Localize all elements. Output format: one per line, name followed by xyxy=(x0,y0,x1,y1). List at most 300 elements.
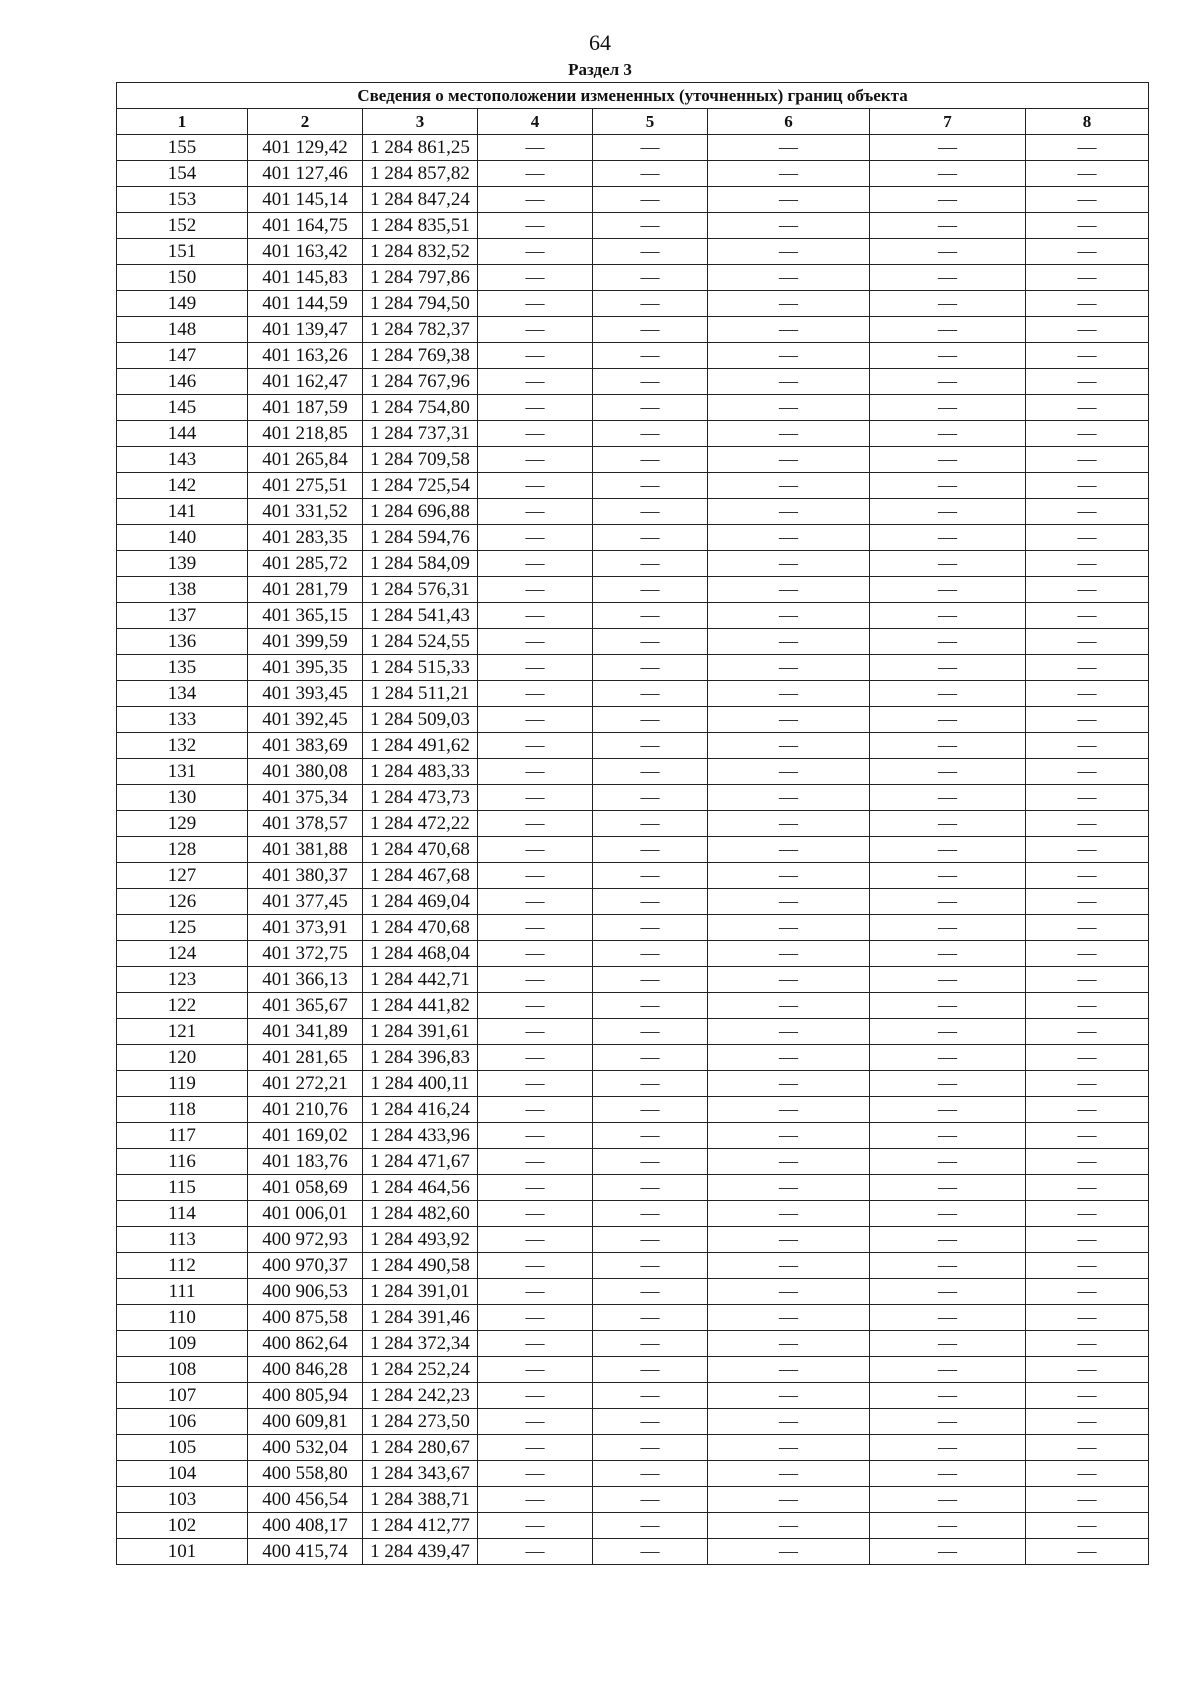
y-coordinate-cell: 1 284 769,38 xyxy=(363,343,478,369)
x-coordinate-cell: 400 408,17 xyxy=(248,1513,363,1539)
dash-cell: — xyxy=(593,343,708,369)
dash-cell: — xyxy=(1026,603,1149,629)
dash-cell: — xyxy=(593,395,708,421)
x-coordinate-cell: 401 163,26 xyxy=(248,343,363,369)
point-number-cell: 129 xyxy=(117,811,248,837)
dash-cell: — xyxy=(870,1539,1026,1565)
x-coordinate-cell: 401 283,35 xyxy=(248,525,363,551)
y-coordinate-cell: 1 284 493,92 xyxy=(363,1227,478,1253)
dash-cell: — xyxy=(1026,1279,1149,1305)
y-coordinate-cell: 1 284 469,04 xyxy=(363,889,478,915)
x-coordinate-cell: 400 906,53 xyxy=(248,1279,363,1305)
table-row xyxy=(117,681,1149,707)
dash-cell: — xyxy=(708,265,870,291)
dash-cell: — xyxy=(1026,1045,1149,1071)
table-body xyxy=(117,135,1149,1565)
dash-cell: — xyxy=(478,603,593,629)
y-coordinate-cell: 1 284 470,68 xyxy=(363,915,478,941)
table-row xyxy=(117,499,1149,525)
dash-cell: — xyxy=(870,551,1026,577)
dash-cell: — xyxy=(1026,1175,1149,1201)
dash-cell: — xyxy=(1026,421,1149,447)
table-row xyxy=(117,187,1149,213)
dash-cell: — xyxy=(593,733,708,759)
table-row xyxy=(117,1331,1149,1357)
dash-cell: — xyxy=(870,135,1026,161)
dash-cell: — xyxy=(870,863,1026,889)
dash-cell: — xyxy=(1026,733,1149,759)
table-row xyxy=(117,343,1149,369)
dash-cell: — xyxy=(478,915,593,941)
dash-cell: — xyxy=(478,967,593,993)
y-coordinate-cell: 1 284 473,73 xyxy=(363,785,478,811)
dash-cell: — xyxy=(478,707,593,733)
y-coordinate-cell: 1 284 725,54 xyxy=(363,473,478,499)
table-row xyxy=(117,1149,1149,1175)
dash-cell: — xyxy=(870,1227,1026,1253)
dash-cell: — xyxy=(1026,447,1149,473)
dash-cell: — xyxy=(708,1487,870,1513)
dash-cell: — xyxy=(478,1045,593,1071)
dash-cell: — xyxy=(478,421,593,447)
column-header: 1 xyxy=(117,109,248,135)
dash-cell: — xyxy=(593,473,708,499)
table-row xyxy=(117,551,1149,577)
y-coordinate-cell: 1 284 273,50 xyxy=(363,1409,478,1435)
dash-cell: — xyxy=(708,603,870,629)
dash-cell: — xyxy=(478,135,593,161)
dash-cell: — xyxy=(708,1305,870,1331)
dash-cell: — xyxy=(708,239,870,265)
x-coordinate-cell: 401 341,89 xyxy=(248,1019,363,1045)
point-number-cell: 126 xyxy=(117,889,248,915)
dash-cell: — xyxy=(870,1435,1026,1461)
y-coordinate-cell: 1 284 490,58 xyxy=(363,1253,478,1279)
dash-cell: — xyxy=(870,967,1026,993)
x-coordinate-cell: 401 380,37 xyxy=(248,863,363,889)
y-coordinate-cell: 1 284 467,68 xyxy=(363,863,478,889)
dash-cell: — xyxy=(478,1435,593,1461)
dash-cell: — xyxy=(478,1461,593,1487)
y-coordinate-cell: 1 284 696,88 xyxy=(363,499,478,525)
dash-cell: — xyxy=(593,811,708,837)
dash-cell: — xyxy=(478,1227,593,1253)
point-number-cell: 131 xyxy=(117,759,248,785)
dash-cell: — xyxy=(1026,1019,1149,1045)
y-coordinate-cell: 1 284 509,03 xyxy=(363,707,478,733)
dash-cell: — xyxy=(1026,707,1149,733)
x-coordinate-cell: 400 532,04 xyxy=(248,1435,363,1461)
x-coordinate-cell: 401 375,34 xyxy=(248,785,363,811)
table-row xyxy=(117,473,1149,499)
point-number-cell: 122 xyxy=(117,993,248,1019)
y-coordinate-cell: 1 284 847,24 xyxy=(363,187,478,213)
dash-cell: — xyxy=(870,1045,1026,1071)
table-row xyxy=(117,863,1149,889)
dash-cell: — xyxy=(1026,629,1149,655)
y-coordinate-cell: 1 284 709,58 xyxy=(363,447,478,473)
x-coordinate-cell: 401 395,35 xyxy=(248,655,363,681)
dash-cell: — xyxy=(708,1409,870,1435)
dash-cell: — xyxy=(478,1175,593,1201)
dash-cell: — xyxy=(1026,473,1149,499)
dash-cell: — xyxy=(708,161,870,187)
dash-cell: — xyxy=(593,577,708,603)
table-row xyxy=(117,707,1149,733)
dash-cell: — xyxy=(1026,785,1149,811)
dash-cell: — xyxy=(1026,525,1149,551)
point-number-cell: 119 xyxy=(117,1071,248,1097)
y-coordinate-cell: 1 284 482,60 xyxy=(363,1201,478,1227)
dash-cell: — xyxy=(870,369,1026,395)
point-number-cell: 152 xyxy=(117,213,248,239)
x-coordinate-cell: 401 210,76 xyxy=(248,1097,363,1123)
dash-cell: — xyxy=(478,837,593,863)
point-number-cell: 105 xyxy=(117,1435,248,1461)
dash-cell: — xyxy=(870,811,1026,837)
point-number-cell: 134 xyxy=(117,681,248,707)
y-coordinate-cell: 1 284 782,37 xyxy=(363,317,478,343)
dash-cell: — xyxy=(1026,889,1149,915)
dash-cell: — xyxy=(1026,499,1149,525)
y-coordinate-cell: 1 284 396,83 xyxy=(363,1045,478,1071)
dash-cell: — xyxy=(478,1409,593,1435)
table-row xyxy=(117,1045,1149,1071)
dash-cell: — xyxy=(593,889,708,915)
table-row xyxy=(117,1279,1149,1305)
point-number-cell: 130 xyxy=(117,785,248,811)
x-coordinate-cell: 401 169,02 xyxy=(248,1123,363,1149)
dash-cell: — xyxy=(478,993,593,1019)
dash-cell: — xyxy=(708,1019,870,1045)
point-number-cell: 117 xyxy=(117,1123,248,1149)
x-coordinate-cell: 401 006,01 xyxy=(248,1201,363,1227)
dash-cell: — xyxy=(593,1487,708,1513)
point-number-cell: 118 xyxy=(117,1097,248,1123)
x-coordinate-cell: 401 187,59 xyxy=(248,395,363,421)
dash-cell: — xyxy=(478,1331,593,1357)
dash-cell: — xyxy=(870,525,1026,551)
x-coordinate-cell: 401 378,57 xyxy=(248,811,363,837)
dash-cell: — xyxy=(1026,317,1149,343)
dash-cell: — xyxy=(1026,863,1149,889)
dash-cell: — xyxy=(870,681,1026,707)
table-row xyxy=(117,369,1149,395)
dash-cell: — xyxy=(1026,811,1149,837)
point-number-cell: 103 xyxy=(117,1487,248,1513)
dash-cell: — xyxy=(870,993,1026,1019)
x-coordinate-cell: 401 285,72 xyxy=(248,551,363,577)
dash-cell: — xyxy=(870,707,1026,733)
dash-cell: — xyxy=(478,1097,593,1123)
dash-cell: — xyxy=(1026,1123,1149,1149)
dash-cell: — xyxy=(593,1201,708,1227)
dash-cell: — xyxy=(1026,239,1149,265)
dash-cell: — xyxy=(1026,343,1149,369)
x-coordinate-cell: 400 609,81 xyxy=(248,1409,363,1435)
x-coordinate-cell: 400 805,94 xyxy=(248,1383,363,1409)
point-number-cell: 149 xyxy=(117,291,248,317)
table-row xyxy=(117,759,1149,785)
y-coordinate-cell: 1 284 372,34 xyxy=(363,1331,478,1357)
dash-cell: — xyxy=(1026,1071,1149,1097)
table-row xyxy=(117,1071,1149,1097)
dash-cell: — xyxy=(870,343,1026,369)
page-number: 64 xyxy=(589,30,611,55)
dash-cell: — xyxy=(593,1279,708,1305)
table-row xyxy=(117,265,1149,291)
dash-cell: — xyxy=(1026,291,1149,317)
dash-cell: — xyxy=(478,1513,593,1539)
dash-cell: — xyxy=(1026,1149,1149,1175)
dash-cell: — xyxy=(1026,1539,1149,1565)
point-number-cell: 113 xyxy=(117,1227,248,1253)
dash-cell: — xyxy=(478,317,593,343)
dash-cell: — xyxy=(708,1357,870,1383)
dash-cell: — xyxy=(593,187,708,213)
dash-cell: — xyxy=(593,265,708,291)
x-coordinate-cell: 401 275,51 xyxy=(248,473,363,499)
dash-cell: — xyxy=(478,395,593,421)
x-coordinate-cell: 401 365,15 xyxy=(248,603,363,629)
dash-cell: — xyxy=(708,1149,870,1175)
dash-cell: — xyxy=(593,1123,708,1149)
point-number-cell: 153 xyxy=(117,187,248,213)
point-number-cell: 102 xyxy=(117,1513,248,1539)
x-coordinate-cell: 401 365,67 xyxy=(248,993,363,1019)
x-coordinate-cell: 401 377,45 xyxy=(248,889,363,915)
dash-cell: — xyxy=(870,473,1026,499)
point-number-cell: 155 xyxy=(117,135,248,161)
dash-cell: — xyxy=(593,759,708,785)
table-row xyxy=(117,1019,1149,1045)
dash-cell: — xyxy=(870,1279,1026,1305)
dash-cell: — xyxy=(593,1383,708,1409)
dash-cell: — xyxy=(870,1383,1026,1409)
x-coordinate-cell: 401 164,75 xyxy=(248,213,363,239)
dash-cell: — xyxy=(478,551,593,577)
dash-cell: — xyxy=(870,1253,1026,1279)
dash-cell: — xyxy=(708,889,870,915)
dash-cell: — xyxy=(478,863,593,889)
dash-cell: — xyxy=(1026,213,1149,239)
dash-cell: — xyxy=(1026,915,1149,941)
dash-cell: — xyxy=(593,1227,708,1253)
y-coordinate-cell: 1 284 767,96 xyxy=(363,369,478,395)
table-row xyxy=(117,1435,1149,1461)
dash-cell: — xyxy=(870,1123,1026,1149)
point-number-cell: 143 xyxy=(117,447,248,473)
dash-cell: — xyxy=(478,889,593,915)
dash-cell: — xyxy=(870,1019,1026,1045)
dash-cell: — xyxy=(478,1279,593,1305)
dash-cell: — xyxy=(1026,577,1149,603)
table-row xyxy=(117,1305,1149,1331)
y-coordinate-cell: 1 284 439,47 xyxy=(363,1539,478,1565)
point-number-cell: 104 xyxy=(117,1461,248,1487)
y-coordinate-cell: 1 284 576,31 xyxy=(363,577,478,603)
table-row xyxy=(117,213,1149,239)
dash-cell: — xyxy=(708,1201,870,1227)
dash-cell: — xyxy=(1026,1461,1149,1487)
dash-cell: — xyxy=(708,525,870,551)
point-number-cell: 110 xyxy=(117,1305,248,1331)
y-coordinate-cell: 1 284 468,04 xyxy=(363,941,478,967)
dash-cell: — xyxy=(708,1539,870,1565)
dash-cell: — xyxy=(708,1175,870,1201)
table-row xyxy=(117,837,1149,863)
point-number-cell: 148 xyxy=(117,317,248,343)
dash-cell: — xyxy=(708,1513,870,1539)
table-row xyxy=(117,1539,1149,1565)
dash-cell: — xyxy=(593,551,708,577)
x-coordinate-cell: 401 145,83 xyxy=(248,265,363,291)
point-number-cell: 101 xyxy=(117,1539,248,1565)
table-row xyxy=(117,395,1149,421)
dash-cell: — xyxy=(708,551,870,577)
point-number-cell: 127 xyxy=(117,863,248,889)
dash-cell: — xyxy=(1026,187,1149,213)
x-coordinate-cell: 401 372,75 xyxy=(248,941,363,967)
point-number-cell: 128 xyxy=(117,837,248,863)
dash-cell: — xyxy=(1026,1253,1149,1279)
x-coordinate-cell: 401 380,08 xyxy=(248,759,363,785)
dash-cell: — xyxy=(478,785,593,811)
dash-cell: — xyxy=(1026,395,1149,421)
x-coordinate-cell: 401 373,91 xyxy=(248,915,363,941)
dash-cell: — xyxy=(593,1305,708,1331)
x-coordinate-cell: 401 139,47 xyxy=(248,317,363,343)
dash-cell: — xyxy=(593,1409,708,1435)
dash-cell: — xyxy=(870,1409,1026,1435)
dash-cell: — xyxy=(708,187,870,213)
point-number-cell: 115 xyxy=(117,1175,248,1201)
dash-cell: — xyxy=(478,1019,593,1045)
dash-cell: — xyxy=(708,967,870,993)
dash-cell: — xyxy=(870,1461,1026,1487)
y-coordinate-cell: 1 284 524,55 xyxy=(363,629,478,655)
table-row xyxy=(117,1487,1149,1513)
x-coordinate-cell: 401 281,79 xyxy=(248,577,363,603)
dash-cell: — xyxy=(593,681,708,707)
table-row xyxy=(117,1409,1149,1435)
dash-cell: — xyxy=(593,629,708,655)
point-number-cell: 109 xyxy=(117,1331,248,1357)
dash-cell: — xyxy=(870,447,1026,473)
dash-cell: — xyxy=(870,577,1026,603)
point-number-cell: 136 xyxy=(117,629,248,655)
dash-cell: — xyxy=(478,1201,593,1227)
x-coordinate-cell: 401 393,45 xyxy=(248,681,363,707)
dash-cell: — xyxy=(708,1461,870,1487)
x-coordinate-cell: 400 558,80 xyxy=(248,1461,363,1487)
dash-cell: — xyxy=(708,577,870,603)
dash-cell: — xyxy=(1026,837,1149,863)
dash-cell: — xyxy=(708,421,870,447)
dash-cell: — xyxy=(708,343,870,369)
dash-cell: — xyxy=(593,213,708,239)
dash-cell: — xyxy=(478,265,593,291)
column-header: 4 xyxy=(478,109,593,135)
y-coordinate-cell: 1 284 835,51 xyxy=(363,213,478,239)
dash-cell: — xyxy=(593,421,708,447)
dash-cell: — xyxy=(478,1123,593,1149)
x-coordinate-cell: 401 163,42 xyxy=(248,239,363,265)
dash-cell: — xyxy=(593,239,708,265)
dash-cell: — xyxy=(478,447,593,473)
dash-cell: — xyxy=(478,187,593,213)
dash-cell: — xyxy=(478,655,593,681)
dash-cell: — xyxy=(478,161,593,187)
y-coordinate-cell: 1 284 400,11 xyxy=(363,1071,478,1097)
dash-cell: — xyxy=(593,915,708,941)
y-coordinate-cell: 1 284 491,62 xyxy=(363,733,478,759)
dash-cell: — xyxy=(870,1201,1026,1227)
dash-cell: — xyxy=(478,239,593,265)
dash-cell: — xyxy=(1026,993,1149,1019)
point-number-cell: 125 xyxy=(117,915,248,941)
dash-cell: — xyxy=(478,369,593,395)
dash-cell: — xyxy=(1026,1331,1149,1357)
dash-cell: — xyxy=(870,1097,1026,1123)
dash-cell: — xyxy=(593,707,708,733)
dash-cell: — xyxy=(593,941,708,967)
x-coordinate-cell: 401 129,42 xyxy=(248,135,363,161)
dash-cell: — xyxy=(1026,941,1149,967)
table-row xyxy=(117,525,1149,551)
dash-cell: — xyxy=(708,837,870,863)
x-coordinate-cell: 401 218,85 xyxy=(248,421,363,447)
dash-cell: — xyxy=(708,629,870,655)
y-coordinate-cell: 1 284 861,25 xyxy=(363,135,478,161)
y-coordinate-cell: 1 284 391,01 xyxy=(363,1279,478,1305)
table-row xyxy=(117,135,1149,161)
x-coordinate-cell: 401 162,47 xyxy=(248,369,363,395)
y-coordinate-cell: 1 284 737,31 xyxy=(363,421,478,447)
column-header: 8 xyxy=(1026,109,1149,135)
dash-cell: — xyxy=(708,447,870,473)
dash-cell: — xyxy=(708,291,870,317)
dash-cell: — xyxy=(1026,1201,1149,1227)
point-number-cell: 150 xyxy=(117,265,248,291)
y-coordinate-cell: 1 284 252,24 xyxy=(363,1357,478,1383)
dash-cell: — xyxy=(478,473,593,499)
table-row xyxy=(117,993,1149,1019)
x-coordinate-cell: 400 970,37 xyxy=(248,1253,363,1279)
table-row xyxy=(117,1357,1149,1383)
dash-cell: — xyxy=(870,733,1026,759)
dash-cell: — xyxy=(593,1357,708,1383)
dash-cell: — xyxy=(593,135,708,161)
dash-cell: — xyxy=(478,1539,593,1565)
dash-cell: — xyxy=(593,603,708,629)
dash-cell: — xyxy=(708,655,870,681)
dash-cell: — xyxy=(478,1149,593,1175)
y-coordinate-cell: 1 284 511,21 xyxy=(363,681,478,707)
y-coordinate-cell: 1 284 391,46 xyxy=(363,1305,478,1331)
dash-cell: — xyxy=(593,1071,708,1097)
x-coordinate-cell: 401 331,52 xyxy=(248,499,363,525)
y-coordinate-cell: 1 284 472,22 xyxy=(363,811,478,837)
y-coordinate-cell: 1 284 794,50 xyxy=(363,291,478,317)
x-coordinate-cell: 401 392,45 xyxy=(248,707,363,733)
dash-cell: — xyxy=(708,993,870,1019)
point-number-cell: 144 xyxy=(117,421,248,447)
dash-cell: — xyxy=(593,161,708,187)
y-coordinate-cell: 1 284 857,82 xyxy=(363,161,478,187)
x-coordinate-cell: 400 972,93 xyxy=(248,1227,363,1253)
x-coordinate-cell: 401 145,14 xyxy=(248,187,363,213)
